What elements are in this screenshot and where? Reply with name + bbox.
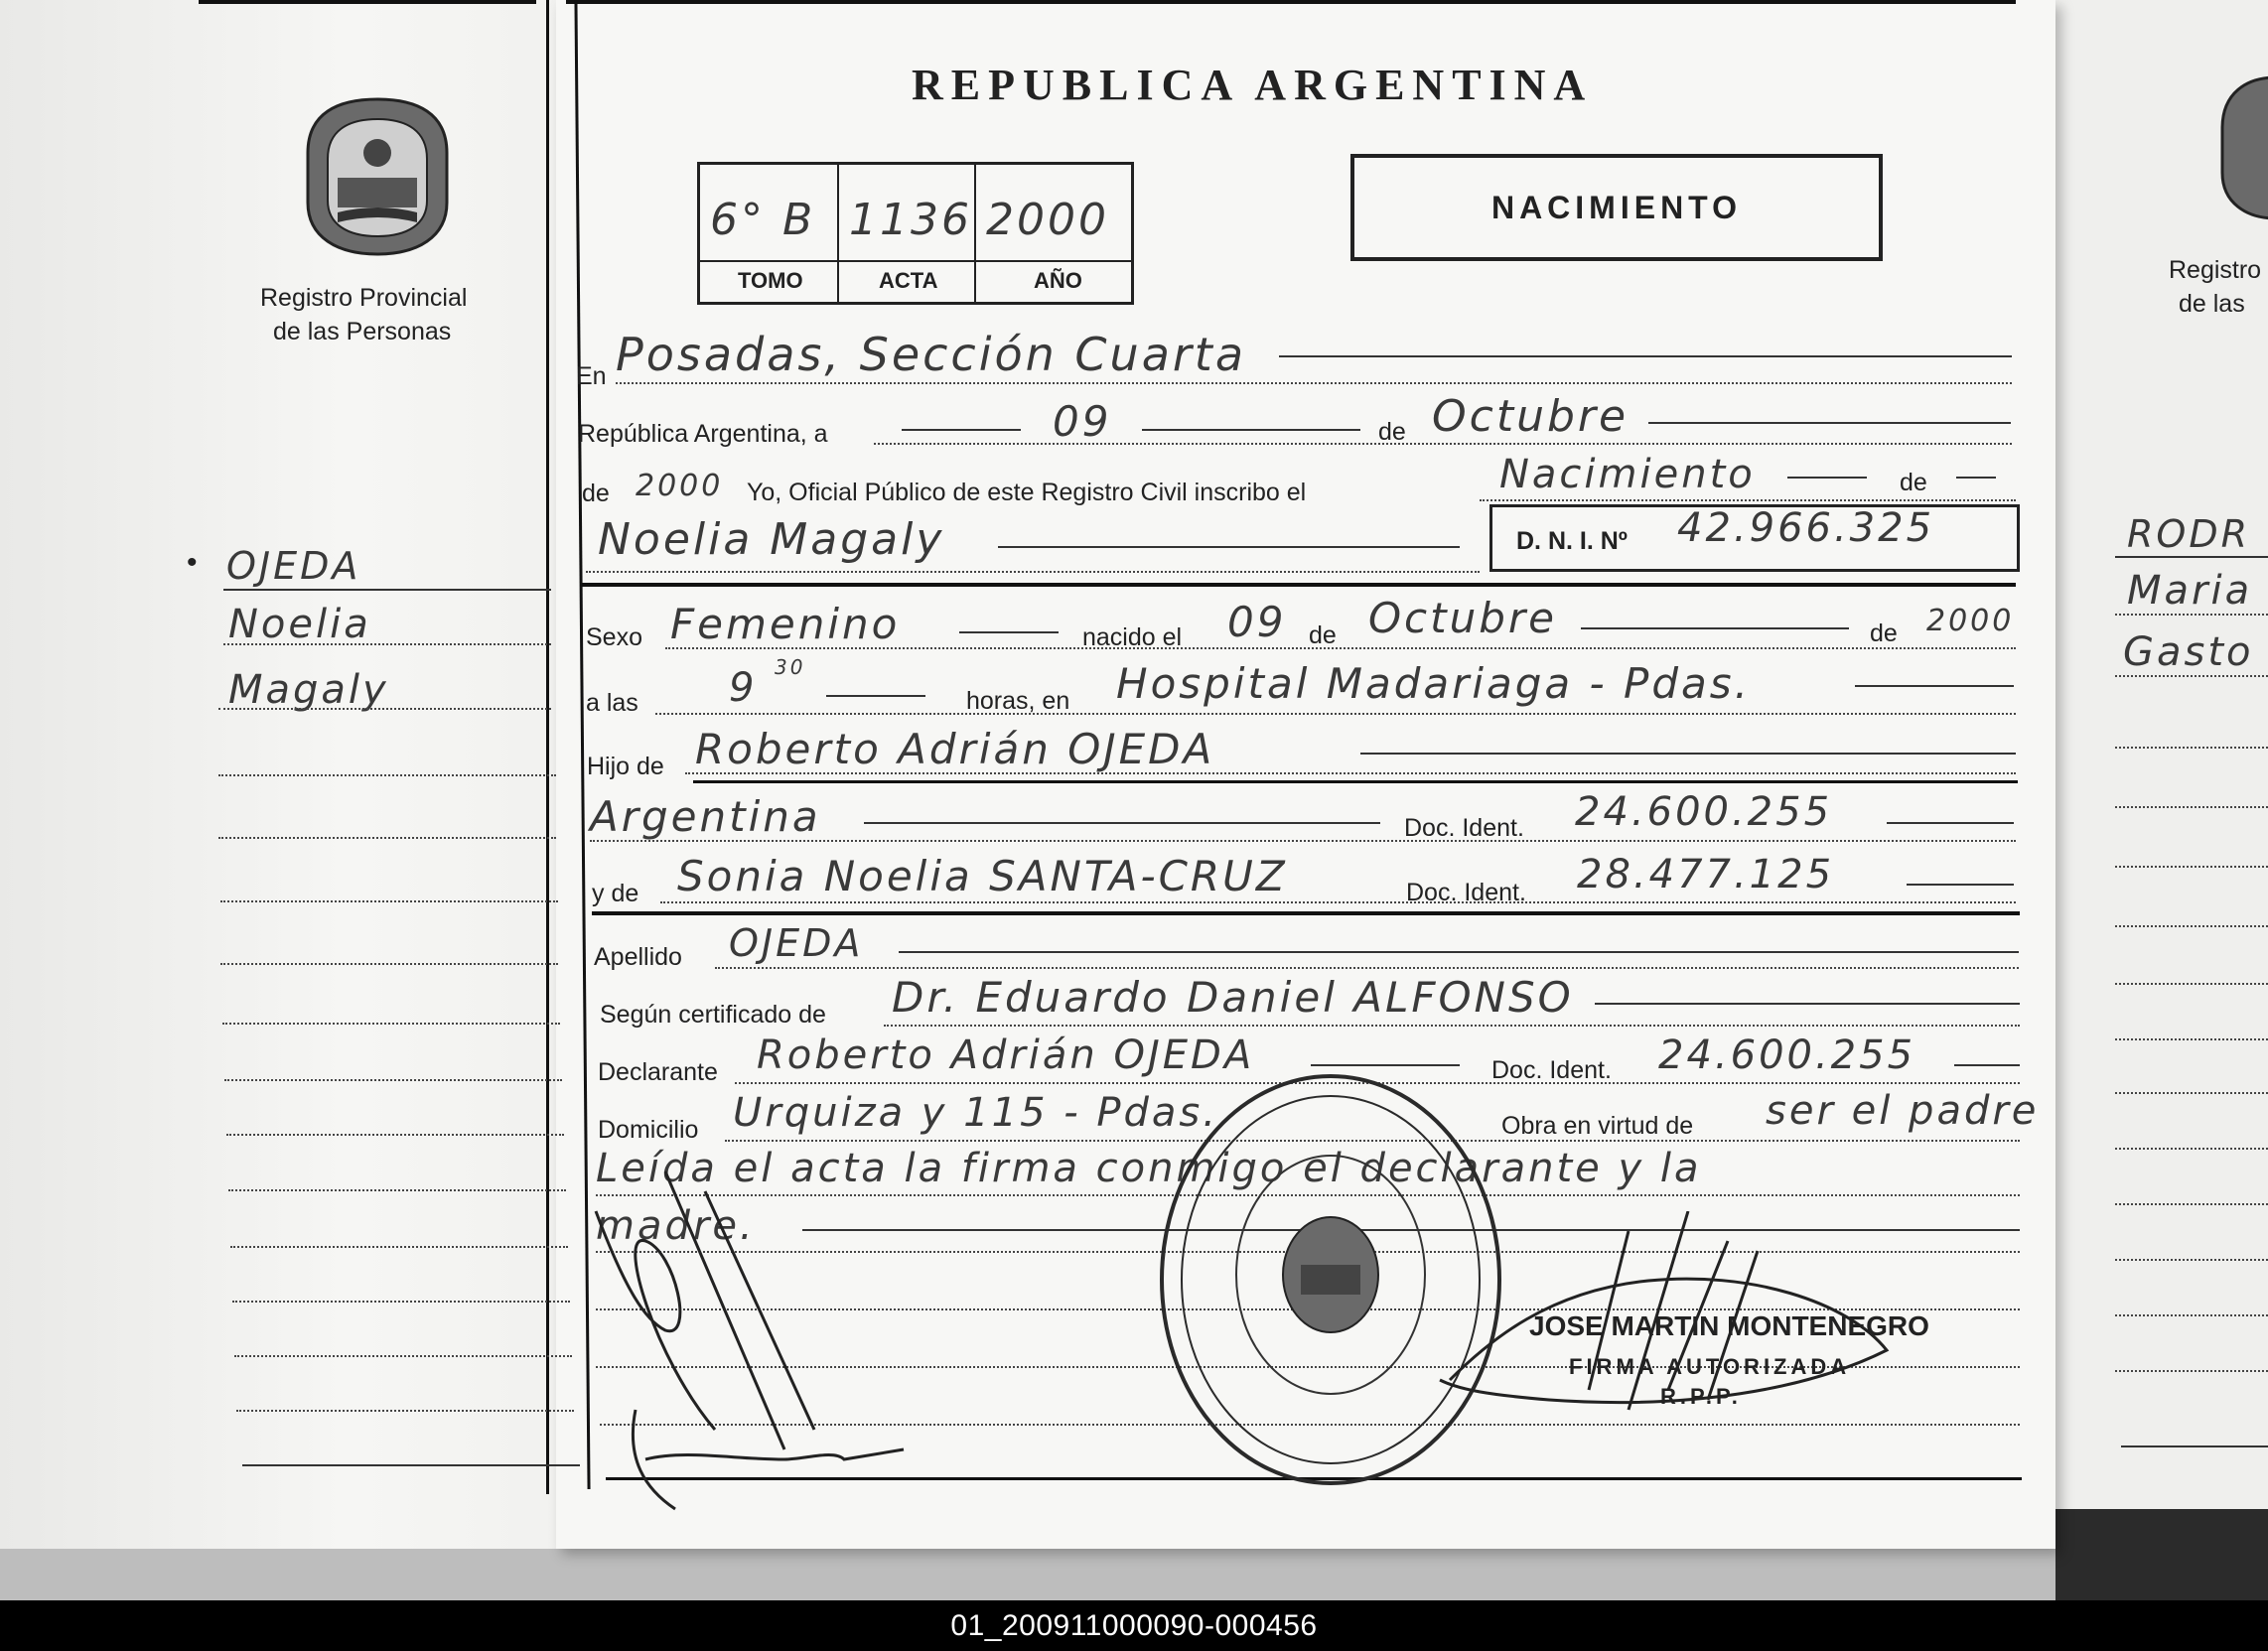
- right-line: [2115, 1148, 2268, 1150]
- sexo-label: Sexo: [586, 623, 642, 651]
- tomo-label: TOMO: [738, 268, 803, 293]
- fill-line: [616, 382, 2012, 384]
- country-title: REPUBLICA ARGENTINA: [912, 61, 1594, 109]
- right-registry-line2: de las: [2179, 290, 2245, 318]
- province-seal-icon: [298, 93, 457, 262]
- right-line: [2115, 1092, 2268, 1094]
- right-line: [2115, 1370, 2268, 1372]
- minutes-value: 30: [775, 655, 806, 679]
- form-top-rule: [566, 0, 2016, 4]
- acta-label: ACTA: [879, 268, 938, 293]
- right-line: [2121, 1445, 2268, 1447]
- official-signature-icon: [1430, 1211, 1897, 1449]
- fill-line: [864, 822, 1380, 824]
- de-label: de: [1378, 418, 1406, 446]
- day-value: 09: [1053, 397, 1112, 446]
- stub-bullet: •: [187, 546, 198, 579]
- right-registry-line1: Registro: [2169, 256, 2262, 284]
- fill-line: [586, 571, 1480, 573]
- oficial-text: Yo, Oficial Público de este Registro Civil inscribo el: [747, 479, 1307, 506]
- year-value: 2000: [636, 469, 724, 503]
- father-doc-label: Doc. Ident.: [1404, 814, 1524, 842]
- stub-line: [223, 643, 551, 645]
- fill-line: [590, 840, 2016, 842]
- right-line: [2115, 614, 2268, 616]
- domicilio-value: Urquiza y 115 - Pdas.: [733, 1090, 1218, 1136]
- declarante-label: Declarante: [598, 1058, 718, 1086]
- fill-line: [1787, 477, 1867, 479]
- right-line: [2115, 747, 2268, 749]
- right-shadow: [2055, 1509, 2268, 1600]
- observations-line1: Leída el acta la firma conmigo el declarante y la: [596, 1146, 1702, 1191]
- fill-line: [1954, 1064, 2020, 1066]
- right-surname: RODR: [2127, 512, 2250, 556]
- right-line: [2115, 1259, 2268, 1261]
- fill-line: [826, 695, 925, 697]
- place-value: Posadas, Sección Cuarta: [616, 328, 1247, 381]
- stub-top-rule: [199, 0, 536, 4]
- ano-label: AÑO: [1034, 268, 1082, 293]
- fill-line: [715, 967, 2019, 969]
- fill-line: [874, 443, 2012, 445]
- obra-label: Obra en virtud de: [1501, 1112, 1694, 1140]
- table-divider: [974, 165, 976, 302]
- right-line: [2115, 983, 2268, 985]
- fill-line: [1279, 355, 2012, 357]
- mother-doc-value: 28.477.125: [1577, 852, 1835, 897]
- apellido-value: OJEDA: [729, 921, 864, 965]
- stub-name2: Magaly: [228, 667, 389, 713]
- obra-value: ser el padre: [1766, 1088, 2040, 1134]
- right-line: [2115, 1314, 2268, 1316]
- dni-box: [1489, 504, 2020, 572]
- doc-type-box: [1350, 154, 1883, 261]
- stub-name1: Noelia: [228, 602, 371, 647]
- right-line: [2115, 556, 2268, 558]
- ano-value: 2000: [986, 195, 1109, 245]
- mother-doc-label: Doc. Ident.: [1406, 879, 1526, 906]
- image-caption: 01_200911000090-000456: [0, 1600, 2268, 1651]
- observations-line2: madre.: [596, 1203, 756, 1249]
- month-value: Octubre: [1432, 391, 1630, 442]
- acta-value: 1136: [849, 195, 972, 245]
- right-page: [2055, 0, 2268, 1519]
- stub-page: [0, 0, 581, 1600]
- birth-place-value: Hospital Madariaga - Pdas.: [1116, 659, 1751, 708]
- stub-line: [223, 589, 551, 591]
- stub-line: [228, 1189, 566, 1191]
- fill-line: [1581, 627, 1849, 629]
- signature-title: FIRMA AUTORIZADA: [1569, 1354, 1851, 1379]
- registry-title-line2: de las Personas: [273, 318, 452, 345]
- domicilio-label: Domicilio: [598, 1116, 699, 1144]
- dni-value: 42.966.325: [1677, 505, 1935, 551]
- apellido-label: Apellido: [594, 943, 682, 971]
- fill-line: [655, 713, 2016, 715]
- stub-line: [224, 1079, 562, 1081]
- right-seal-icon: [2216, 73, 2268, 222]
- fill-line: [1142, 429, 1360, 431]
- declarant-signature-icon: [586, 1132, 943, 1539]
- fill-line: [998, 546, 1460, 548]
- stub-line: [226, 1134, 564, 1136]
- stub-line: [222, 1023, 560, 1025]
- stub-divider: [546, 0, 549, 1494]
- fill-line: [1887, 822, 2014, 824]
- stub-line: [234, 1355, 572, 1357]
- yde-label: y de: [592, 880, 639, 907]
- right-line: [2115, 925, 2268, 927]
- fill-line: [1648, 422, 2011, 424]
- bottom-strip: [0, 1549, 2055, 1600]
- table-divider: [837, 165, 839, 302]
- right-name2: Gasto: [2123, 629, 2254, 675]
- alas-label: a las: [586, 689, 638, 717]
- section-rule: [580, 583, 2016, 587]
- en-label: En: [576, 362, 607, 390]
- father-nationality: Argentina: [590, 792, 821, 841]
- fill-line: [1480, 499, 2016, 501]
- stub-line: [218, 837, 556, 839]
- father-value: Roberto Adrián OJEDA: [695, 725, 1215, 773]
- fill-line: [1595, 1003, 2020, 1005]
- doc-type-label: NACIMIENTO: [1490, 189, 1743, 225]
- right-name1: Maria: [2127, 568, 2253, 614]
- birth-de-label: de: [1309, 621, 1337, 649]
- right-line: [2115, 1203, 2268, 1205]
- stub-line: [242, 1464, 580, 1466]
- birth-year-value: 2000: [1926, 604, 2015, 638]
- birth-day-value: 09: [1227, 598, 1287, 646]
- fill-line: [685, 772, 2016, 774]
- stub-line: [218, 708, 551, 710]
- father-doc-value: 24.600.255: [1575, 789, 1833, 835]
- fill-line: [665, 647, 2016, 649]
- declarante-doc-label: Doc. Ident.: [1491, 1056, 1612, 1084]
- sexo-value: Femenino: [670, 600, 901, 648]
- stub-line: [232, 1301, 570, 1303]
- stub-line: [218, 774, 556, 776]
- right-line: [2115, 806, 2268, 808]
- fill-line: [1360, 753, 2016, 755]
- year-prefix-label: de: [582, 480, 610, 507]
- right-line: [2115, 1038, 2268, 1040]
- mother-value: Sonia Noelia SANTA-CRUZ: [677, 852, 1288, 900]
- section-rule: [592, 911, 2020, 915]
- right-line: [2115, 675, 2268, 677]
- fill-line: [1956, 477, 1996, 479]
- stub-line: [220, 963, 558, 965]
- book-reference-table: [697, 162, 1134, 305]
- declarante-doc-value: 24.600.255: [1658, 1032, 1916, 1078]
- hour-value: 9: [729, 665, 758, 711]
- table-divider: [700, 260, 1131, 262]
- hijo-label: Hijo de: [587, 753, 664, 780]
- event-value: Nacimiento: [1499, 452, 1756, 497]
- segun-label: Según certificado de: [600, 1001, 826, 1029]
- fill-line: [1907, 884, 2014, 886]
- signature-name: JOSE MARTIN MONTENEGRO: [1529, 1310, 1929, 1341]
- fill-line: [902, 429, 1021, 431]
- signature-office: R.P.P.: [1660, 1384, 1742, 1409]
- stub-line: [236, 1410, 574, 1412]
- dni-label: D. N. I. Nº: [1516, 527, 1628, 555]
- stub-line: [230, 1246, 568, 1248]
- section-rule: [693, 780, 2018, 783]
- stub-surname: OJEDA: [226, 544, 361, 588]
- right-line: [2115, 866, 2268, 868]
- de-label-2: de: [1900, 469, 1927, 496]
- registry-title-line1: Registro Provincial: [260, 284, 468, 312]
- birth-month-value: Octubre: [1368, 594, 1558, 642]
- declarante-value: Roberto Adrián OJEDA: [757, 1032, 1255, 1078]
- fill-line: [660, 901, 2016, 903]
- tomo-value: 6° B: [710, 195, 816, 245]
- birth-year-de-label: de: [1870, 619, 1898, 647]
- fill-line: [959, 631, 1059, 633]
- republica-label: República Argentina, a: [578, 420, 828, 448]
- nacido-label: nacido el: [1082, 623, 1183, 651]
- doctor-value: Dr. Eduardo Daniel ALFONSO: [892, 973, 1574, 1022]
- child-name-value: Noelia Magaly: [598, 514, 945, 565]
- stub-line: [220, 900, 558, 902]
- horas-label: horas, en: [966, 687, 1070, 715]
- fill-line: [1855, 685, 2014, 687]
- fill-line: [884, 1025, 2020, 1027]
- fill-line: [899, 951, 2019, 953]
